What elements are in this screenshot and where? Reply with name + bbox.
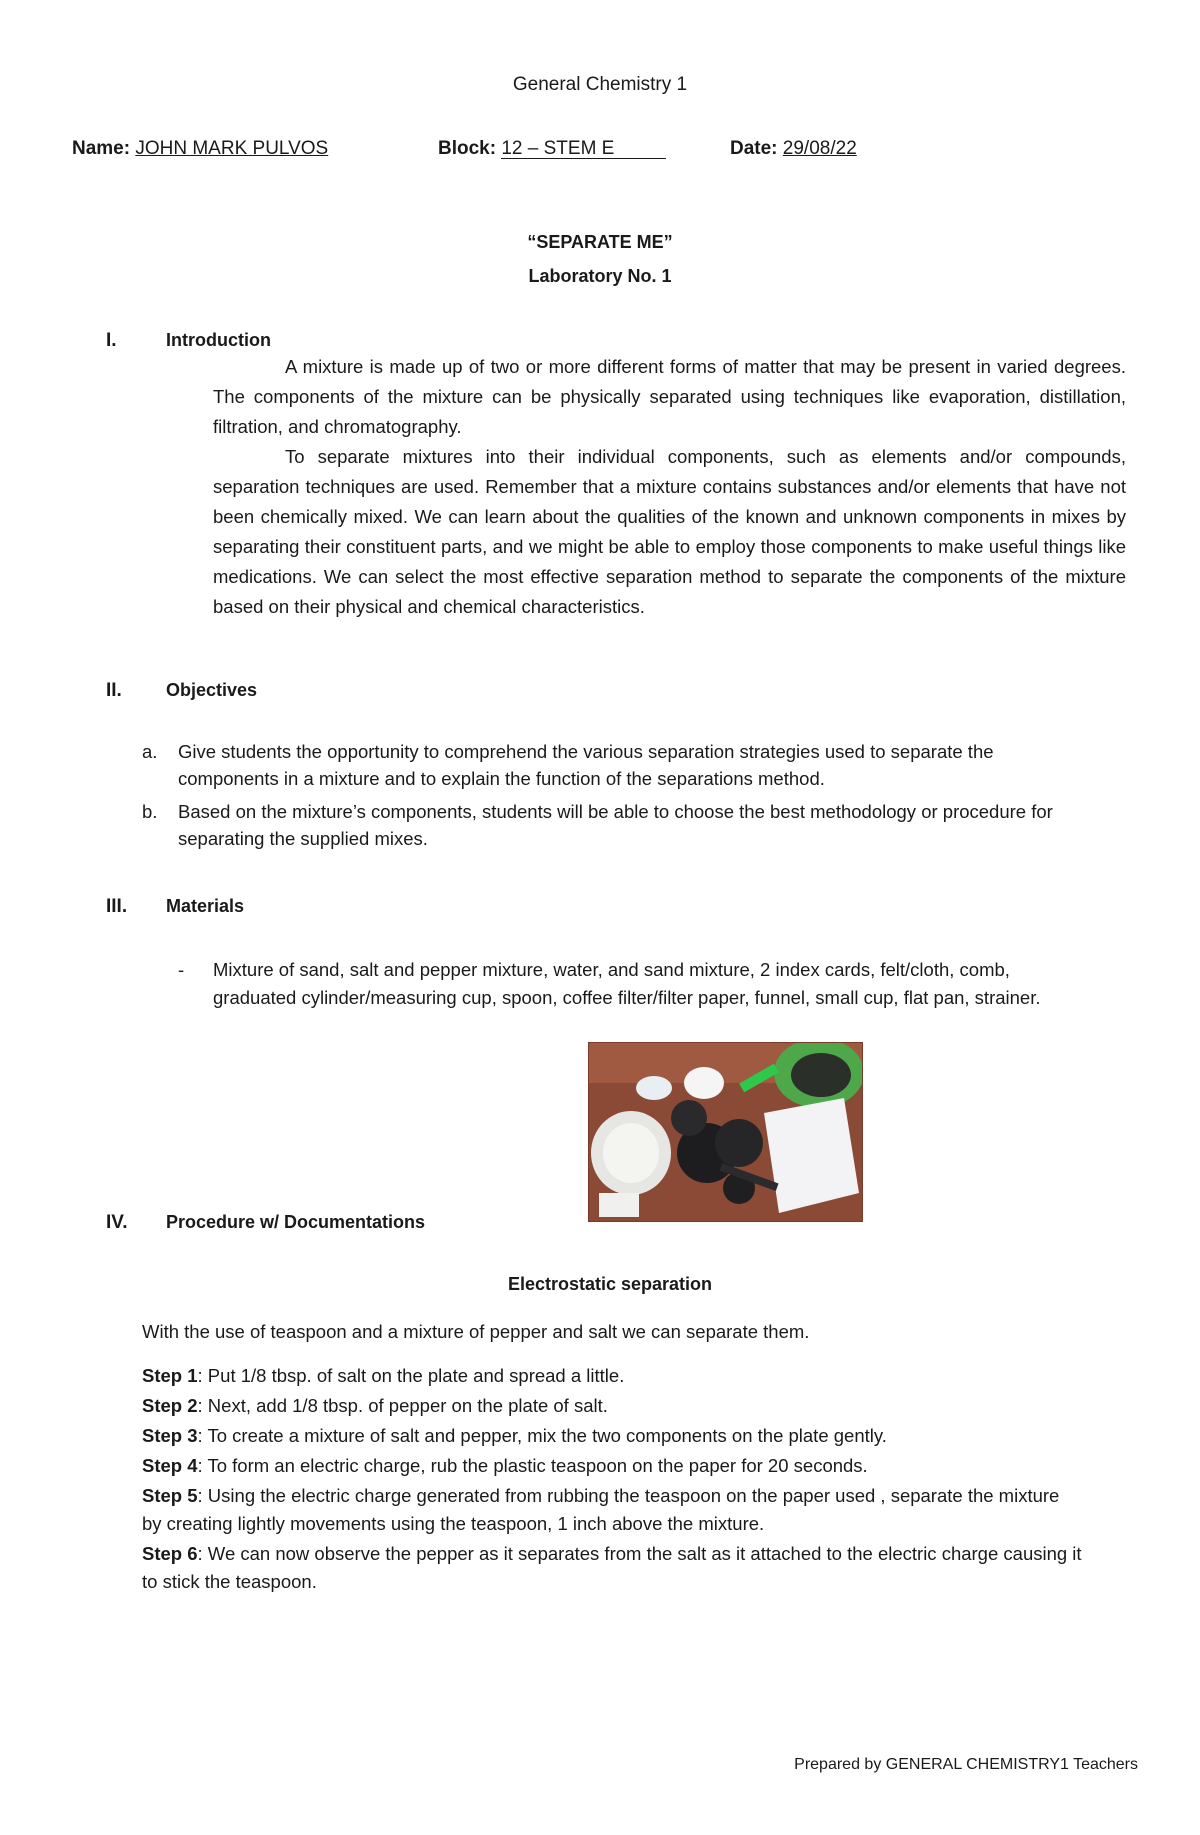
procedure-subheading: Electrostatic separation: [507, 1274, 713, 1294]
name-field: [72, 138, 328, 160]
objectives-list: [142, 738, 1082, 858]
step-text: : We can now observe the pepper as it separates from the salt as it attached to the electric charge causing it to stick the teaspoon.: [142, 1543, 1082, 1592]
section-title-procedure: Procedure w/ Documentations: [166, 1212, 426, 1232]
step-text: : Put 1/8 tbsp. of salt on the plate and spread a little.: [197, 1365, 625, 1386]
step-label: Step 2: [142, 1395, 198, 1416]
step-text: : To form an electric charge, rub the plastic teaspoon on the paper for 20 seconds.: [197, 1455, 868, 1476]
block-label: Block:: [438, 138, 497, 159]
materials-photo-illustration: [589, 1043, 862, 1221]
lab-number: Laboratory No. 1: [528, 266, 672, 286]
section-title-materials: Materials: [166, 896, 245, 916]
procedure-step: [142, 1540, 1082, 1596]
name-value: JOHN MARK PULVOS: [135, 138, 329, 159]
step-label: Step 6: [142, 1543, 198, 1564]
objective-item: [142, 798, 1082, 852]
materials-text: Mixture of sand, salt and pepper mixture, water, and sand mixture, 2 index cards, felt/cloth, comb, graduated cylinder/measuring cup, spoon, coffee filter/filter paper, funnel, small cup, flat pan, strainer.: [213, 959, 1041, 1008]
date-value: 29/08/22: [782, 138, 857, 159]
step-text: : To create a mixture of salt and pepper, mix the two components on the plate gently.: [197, 1425, 887, 1446]
materials-photo: [588, 1042, 863, 1222]
procedure-step: [142, 1392, 1082, 1420]
section-number-introduction: I.: [106, 330, 117, 351]
step-text: : Next, add 1/8 tbsp. of pepper on the plate of salt.: [197, 1395, 608, 1416]
block-value: 12 – STEM E: [501, 140, 666, 159]
block-field: [438, 138, 666, 160]
section-number-materials: III.: [106, 896, 128, 917]
section-number-objectives: II.: [106, 680, 122, 701]
objective-label: b.: [142, 801, 158, 822]
section-title-introduction: Introduction: [166, 330, 271, 350]
introduction-paragraph: To separate mixtures into their individual components, such as elements and/or compounds, separation techniques are used. Remember that a mixture contains substances and/or elements that have not been chemically mixed. We can learn about the qualities of the known and unknown components in mixes by separating their constituent parts, and we might be able to employ those components to make useful things like medications. We can select the most effective separation method to separate the components of the mixture based on their physical and chemical characteristics.: [213, 446, 1126, 617]
procedure-step: [142, 1362, 1082, 1390]
prepared-by-footer: Prepared by GENERAL CHEMISTRY1 Teachers: [794, 1756, 1138, 1773]
step-text: : Using the electric charge generated from rubbing the teaspoon on the paper used , separate the mixture by creating lightly movements using the teaspoon, 1 inch above the mixture.: [142, 1485, 1060, 1534]
objective-text: Give students the opportunity to comprehend the various separation strategies used to separate the components in a mixture and to explain the function of the separations method.: [178, 741, 994, 789]
procedure-step: [142, 1422, 1082, 1450]
introduction-body: [213, 352, 1126, 622]
introduction-paragraph: A mixture is made up of two or more different forms of matter that may be present in varied degrees. The components of the mixture can be physically separated using techniques like evaporation, distillation, filtration, and chromatography.: [213, 356, 1126, 437]
materials-bullet: -: [178, 959, 185, 980]
procedure-step: [142, 1482, 1082, 1538]
date-label: Date:: [730, 138, 778, 159]
procedure-step: [142, 1452, 1082, 1480]
date-field: [730, 138, 857, 160]
step-label: Step 1: [142, 1365, 198, 1386]
section-title-objectives: Objectives: [166, 680, 258, 700]
procedure-steps: [142, 1362, 1082, 1598]
step-label: Step 3: [142, 1425, 198, 1446]
course-title: General Chemistry 1: [512, 74, 688, 95]
name-label: Name:: [72, 138, 131, 159]
section-number-procedure: IV.: [106, 1212, 128, 1233]
step-label: Step 4: [142, 1455, 198, 1476]
objective-label: a.: [142, 741, 158, 762]
step-label: Step 5: [142, 1485, 198, 1506]
procedure-intro: With the use of teaspoon and a mixture of pepper and salt we can separate them.: [142, 1321, 810, 1342]
objective-item: [142, 738, 1082, 792]
lab-title: “SEPARATE ME”: [527, 232, 673, 252]
objective-text: Based on the mixture’s components, students will be able to choose the best methodology or procedure for separating the supplied mixes.: [178, 801, 1053, 849]
